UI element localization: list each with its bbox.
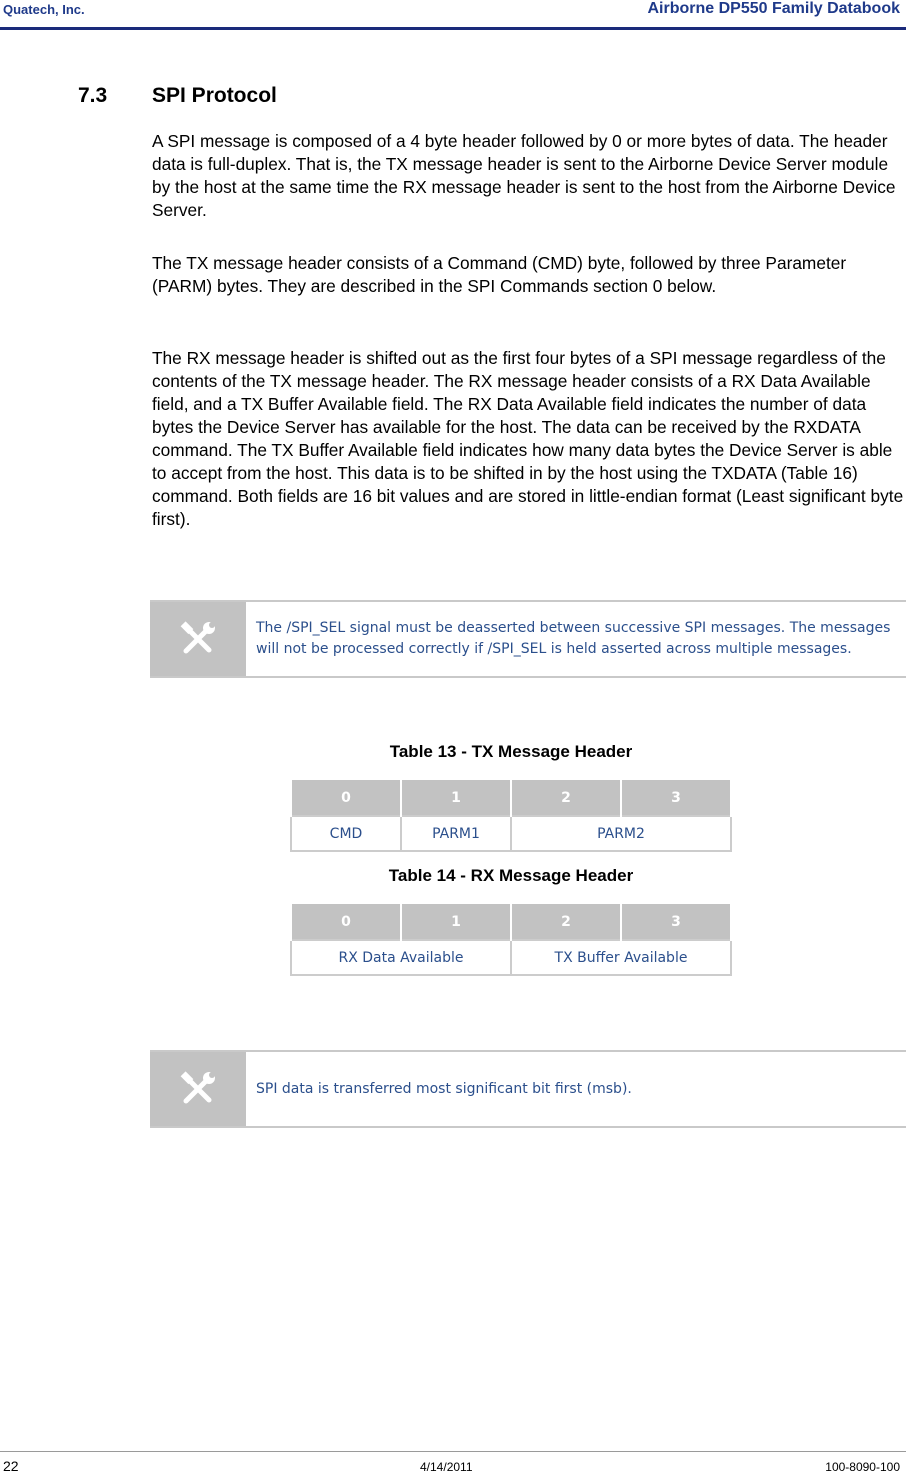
header-company: Quatech, Inc. bbox=[3, 2, 85, 17]
column-header-byte-3: 3 bbox=[621, 779, 731, 816]
table-cell-parm2: PARM2 bbox=[511, 816, 731, 851]
footer-date: 4/14/2011 bbox=[420, 1460, 473, 1474]
footer-page-number: 22 bbox=[3, 1458, 19, 1474]
column-header-byte-2: 2 bbox=[511, 903, 621, 940]
paragraph-tx-header: The TX message header consists of a Command (CMD) byte, followed by three Parameter (PARM) bytes. They are described in the SPI Commands section 0 below. bbox=[152, 253, 847, 296]
column-header-byte-1: 1 bbox=[401, 779, 511, 816]
tools-icon bbox=[150, 602, 246, 676]
table-cell-rx-data-available: RX Data Available bbox=[291, 940, 511, 975]
paragraph-rx-header: The RX message header is shifted out as the first four bytes of a SPI message regardless of the contents of the TX message header. The RX message header consists of a RX Data Available field, and a TX Buffer Available field. The RX Data Available field indicates the number of data bytes the Device Server has available for the host. The data can be received by the RXDATA command. The TX Buffer Available field indicates how many data bytes the Device Server is able to accept from the host. This data is to be shifted in by the host using the TXDATA (Table 16) command. Both fields are 16 bit values and are stored in little-endian format (Least significant byte first). bbox=[152, 348, 904, 529]
header-divider bbox=[0, 27, 906, 30]
note-box-msb bbox=[150, 1050, 906, 1128]
table-cell-parm1: PARM1 bbox=[401, 816, 511, 851]
tx-message-header-table bbox=[290, 778, 732, 852]
header-doc-title: Airborne DP550 Family Databook bbox=[647, 0, 900, 17]
table-13-caption: Table 13 - TX Message Header bbox=[389, 742, 633, 761]
section-number: 7.3 bbox=[78, 84, 108, 107]
section-title: SPI Protocol bbox=[152, 84, 277, 107]
rx-message-header-table bbox=[290, 902, 732, 976]
footer-doc-number: 100-8090-100 bbox=[825, 1460, 900, 1474]
column-header-byte-2: 2 bbox=[511, 779, 621, 816]
footer-divider bbox=[0, 1451, 906, 1452]
note-text: SPI data is transferred most significant bit first (msb). bbox=[256, 1080, 632, 1097]
paragraph-intro: A SPI message is composed of a 4 byte header followed by 0 or more bytes of data. The header data is full-duplex. That is, the TX message header is sent to the Airborne Device Server module by the host at the same time the RX message header is sent to the host from the Airborne Device Server. bbox=[152, 131, 896, 220]
table-cell-tx-buffer-available: TX Buffer Available bbox=[511, 940, 731, 975]
tools-icon bbox=[150, 1052, 246, 1126]
column-header-byte-0: 0 bbox=[291, 779, 401, 816]
note-text: The /SPI_SEL signal must be deasserted between successive SPI messages. The messages will not be processed correctly if /SPI_SEL is held asserted across multiple messages. bbox=[256, 620, 891, 657]
note-box-spi-sel bbox=[150, 600, 906, 678]
column-header-byte-1: 1 bbox=[401, 903, 511, 940]
table-cell-cmd: CMD bbox=[291, 816, 401, 851]
column-header-byte-3: 3 bbox=[621, 903, 731, 940]
table-14-caption: Table 14 - RX Message Header bbox=[388, 866, 634, 885]
column-header-byte-0: 0 bbox=[291, 903, 401, 940]
